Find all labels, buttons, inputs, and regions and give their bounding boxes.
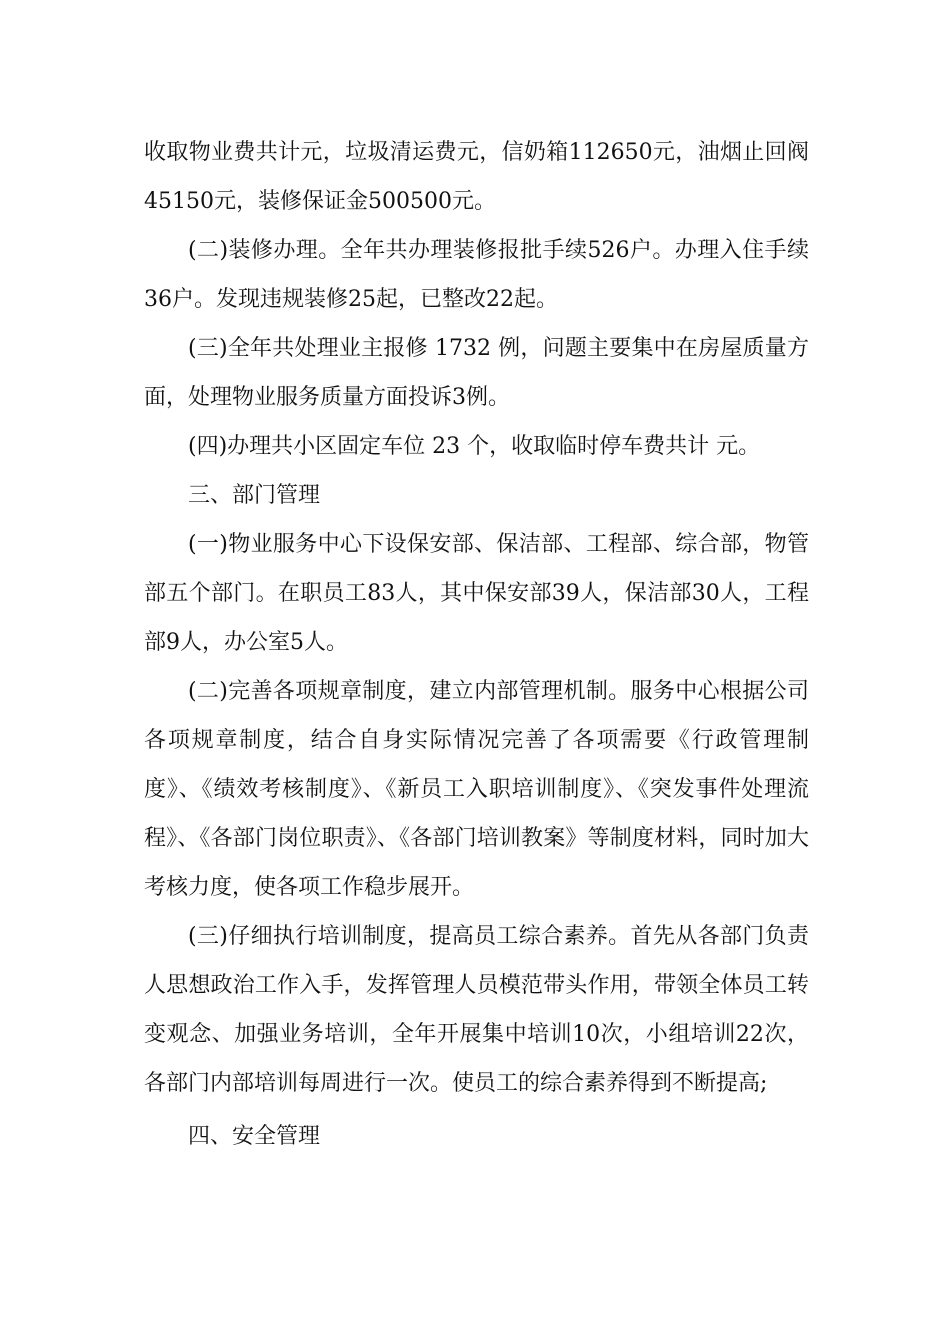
document-body xyxy=(144,128,809,1161)
section-heading-safety: 四、安全管理 xyxy=(188,1124,321,1149)
paragraph-rules: (二)完善各项规章制度，建立内部管理机制。服务中心根据公司各项规章制度，结合自身实际情况完善了各项需要《行政管理制度》、《绩效考核制度》、《新员工入职培训制度》、《突发事件处理流程》、《各部门岗位职责》、《各部门培训教案》等制度材料，同时加大考核力度，使各项工作稳步展开。 xyxy=(144,679,809,900)
paragraph-fees: 收取物业费共计元，垃圾清运费元，信奶箱112650元，油烟止回阀45150元，装修保证金500500元。 xyxy=(144,140,809,214)
paragraph-renovation: (二)装修办理。全年共办理装修报批手续526户。办理入住手续36户。发现违规装修25起，已整改22起。 xyxy=(144,238,809,312)
paragraph-department-structure: (一)物业服务中心下设保安部、保洁部、工程部、综合部，物管部五个部门。在职员工83人，其中保安部39人，保洁部30人，工程部9人，办公室5人。 xyxy=(144,532,810,655)
paragraph-parking: (四)办理共小区固定车位 23 个，收取临时停车费共计 元。 xyxy=(188,434,761,459)
section-heading-department: 三、部门管理 xyxy=(188,483,321,508)
paragraph-training: (三)仔细执行培训制度，提高员工综合素养。首先从各部门负责人思想政治工作入手，发挥管理人员模范带头作用，带领全体员工转变观念、加强业务培训，全年开展集中培训10次，小组培训22次，各部门内部培训每周进行一次。使员工的综合素养得到不断提高; xyxy=(144,924,809,1096)
paragraph-repairs: (三)全年共处理业主报修 1732 例，问题主要集中在房屋质量方面，处理物业服务质量方面投诉3例。 xyxy=(144,336,809,410)
